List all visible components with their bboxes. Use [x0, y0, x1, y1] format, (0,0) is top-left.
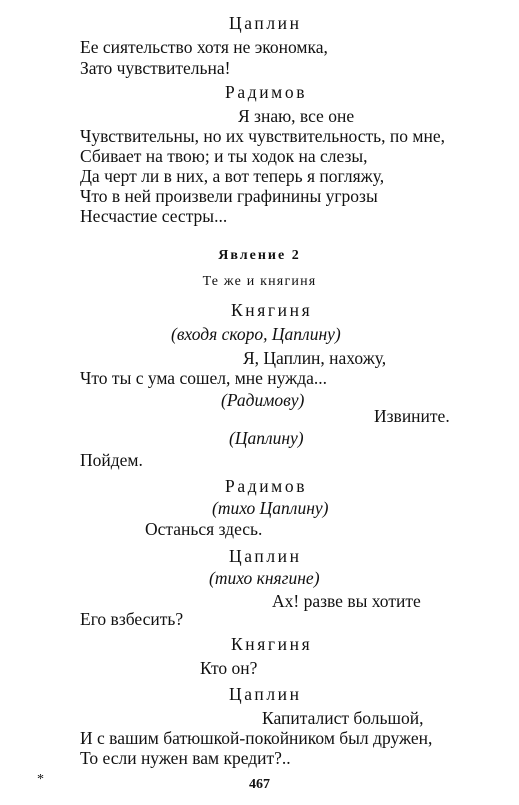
verse-line: Зато чувствительна!	[80, 58, 231, 78]
speaker-name: Княгиня	[231, 300, 313, 320]
verse-line: Ах! разве вы хотите	[272, 591, 421, 611]
speaker-name: Радимов	[225, 82, 308, 102]
stage-direction: (Цаплину)	[229, 428, 304, 448]
verse-line: Извините.	[374, 406, 450, 426]
verse-line: Останься здесь.	[145, 519, 263, 539]
speaker-name: Цаплин	[229, 546, 302, 566]
corner-mark: *	[37, 772, 44, 787]
speaker-name: Радимов	[225, 476, 308, 496]
speaker-name: Княгиня	[231, 634, 313, 654]
verse-line: Капиталист большой,	[262, 708, 424, 728]
verse-line: Чувствительны, но их чувствительность, по мне,	[80, 126, 445, 146]
verse-line: Сбивает на твою; и ты ходок на слезы,	[80, 146, 368, 166]
scene-cast: Те же и княгиня	[202, 274, 317, 289]
verse-line: Да черт ли в них, а вот теперь я погляжу,	[80, 166, 385, 186]
verse-line: Его взбесить?	[80, 609, 184, 629]
stage-direction: (Радимову)	[221, 390, 305, 410]
verse-line: Что ты с ума сошел, мне нужда...	[80, 368, 328, 388]
stage-direction: (входя скоро, Цаплину)	[171, 324, 341, 344]
speaker-name: Цаплин	[229, 13, 302, 33]
verse-line: И с вашим батюшкой-покойником был дружен,	[80, 728, 433, 748]
page-number: 467	[249, 777, 270, 792]
stage-direction: (тихо Цаплину)	[212, 498, 329, 518]
verse-line: То если нужен вам кредит?..	[80, 748, 291, 768]
verse-line: Я знаю, все оне	[238, 106, 355, 126]
verse-line: Ее сиятельство хотя не экономка,	[80, 37, 328, 57]
verse-line: Что в ней произвели графинины угрозы	[80, 186, 378, 206]
scene-heading: Явление 2	[218, 248, 301, 263]
verse-line: Я, Цаплин, нахожу,	[243, 348, 387, 368]
verse-line: Несчастие сестры...	[80, 206, 228, 226]
stage-direction: (тихо княгине)	[209, 568, 320, 588]
verse-line: Пойдем.	[80, 450, 143, 470]
speaker-name: Цаплин	[229, 684, 302, 704]
verse-line: Кто он?	[200, 658, 258, 678]
